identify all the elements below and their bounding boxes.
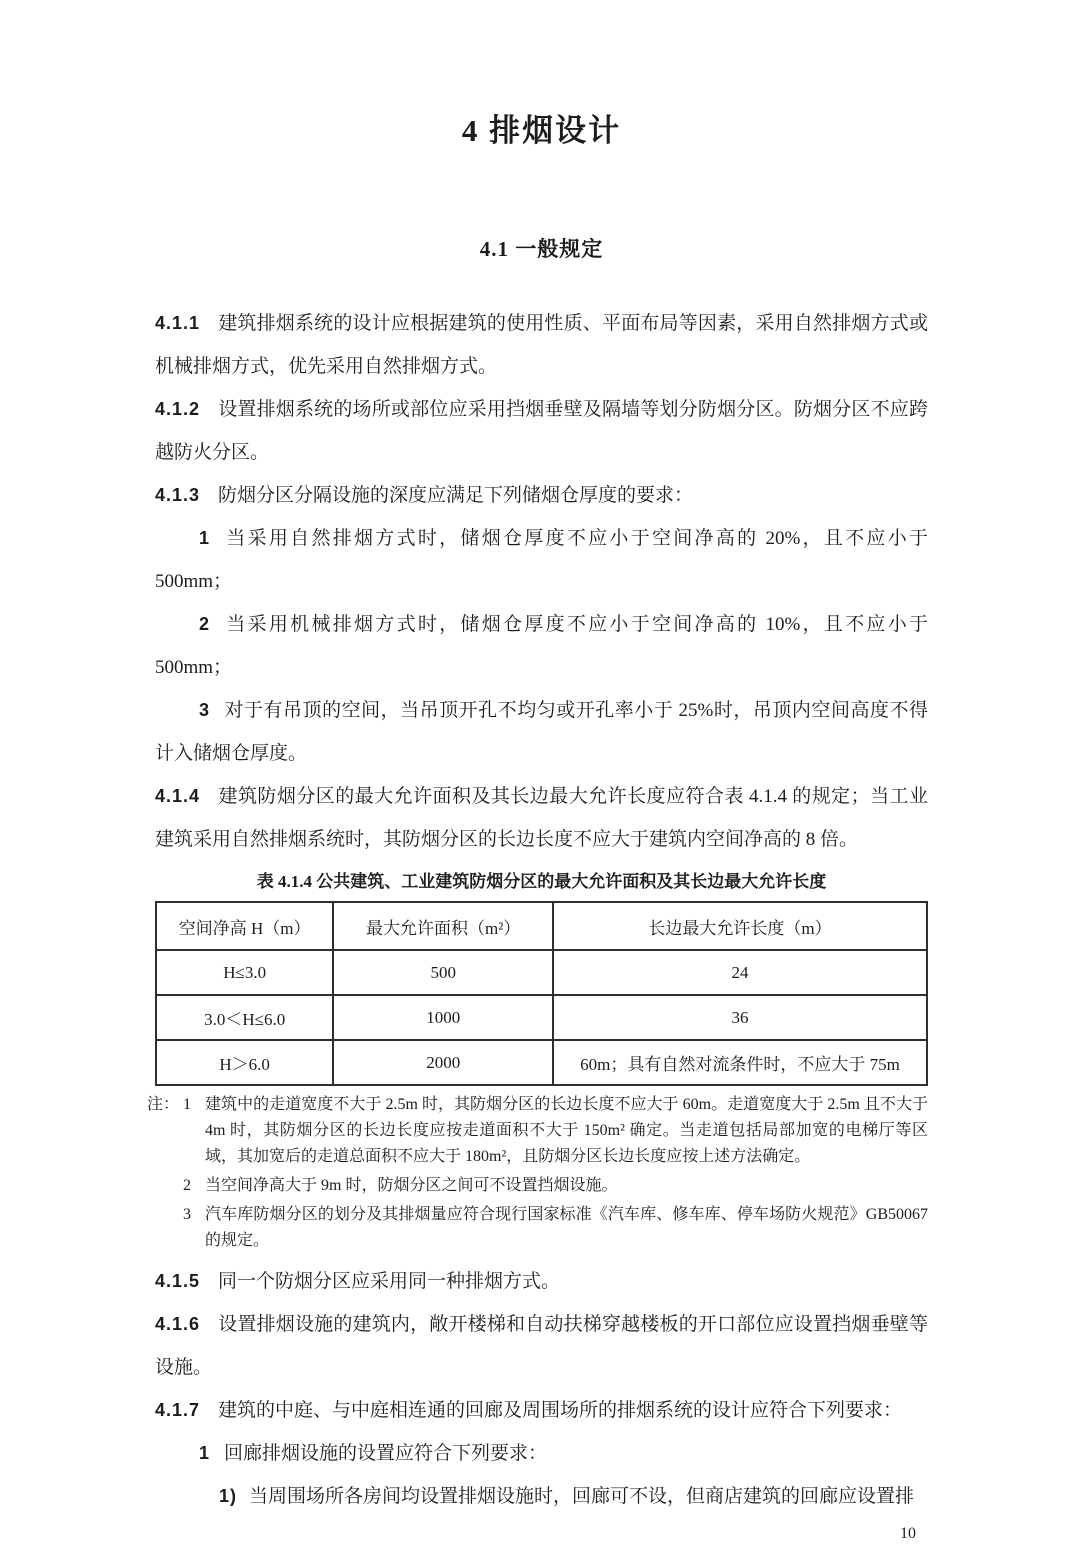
page-number: 10 — [900, 1525, 916, 1542]
section-title: 4.1 一般规定 — [479, 237, 604, 261]
table-cell: 500 — [333, 950, 553, 995]
table-note-2 — [147, 1173, 928, 1199]
clause-4-1-7 — [155, 1389, 928, 1432]
note-text: 当空间净高大于 9m 时，防烟分区之间可不设置挡烟设施。 — [205, 1177, 618, 1194]
item-text: 当采用机械排烟方式时，储烟仓厚度不应小于空间净高的 10%，且不应小于 500mm； — [155, 614, 928, 678]
clause-number: 4.1.7 — [155, 1400, 201, 1420]
table-cell: 3.0＜H≤6.0 — [156, 995, 333, 1040]
clause-4-1-1 — [155, 302, 928, 388]
clause-text: 建筑的中庭、与中庭相连通的回廊及周围场所的排烟系统的设计应符合下列要求： — [218, 1400, 903, 1421]
clause-text: 同一个防烟分区应采用同一种排烟方式。 — [218, 1271, 561, 1292]
note-text: 汽车库防烟分区的划分及其排烟量应符合现行国家标准《汽车库、修车库、停车场防火规范》GB50067 的规定。 — [205, 1206, 928, 1249]
item-text: 当采用自然排烟方式时，储烟仓厚度不应小于空间净高的 20%，且不应小于 500mm； — [155, 528, 928, 592]
item-number: 3 — [199, 700, 211, 720]
table-notes — [147, 1092, 928, 1254]
table-cell: 1000 — [333, 995, 553, 1040]
note-number: 2 — [183, 1177, 191, 1194]
item-text: 对于有吊顶的空间，当吊顶开孔不均匀或开孔率小于 25%时，吊顶内空间高度不得计入储烟仓厚度。 — [155, 700, 928, 764]
item-number: 1 — [199, 528, 211, 548]
clause-number: 4.1.4 — [155, 786, 201, 806]
table-cell: H＞6.0 — [156, 1040, 333, 1085]
clause-text: 设置排烟设施的建筑内，敞开楼梯和自动扶梯穿越楼板的开口部位应设置挡烟垂壁等设施。 — [155, 1314, 928, 1378]
table-cell: 2000 — [333, 1040, 553, 1085]
notes-label: 注： — [147, 1096, 180, 1113]
clause-text: 设置排烟系统的场所或部位应采用挡烟垂壁及隔墙等划分防烟分区。防烟分区不应跨越防火分区。 — [155, 399, 928, 463]
table-cell: 36 — [553, 995, 927, 1040]
table-note-1 — [147, 1092, 928, 1170]
table-caption: 表 4.1.4 公共建筑、工业建筑防烟分区的最大允许面积及其长边最大允许长度 — [256, 872, 827, 891]
table-header-max-length: 长边最大允许长度（m） — [553, 902, 927, 950]
table-header-max-area: 最大允许面积（m²） — [333, 902, 553, 950]
note-number: 3 — [183, 1206, 191, 1223]
clause-number: 4.1.5 — [155, 1271, 201, 1291]
note-text: 建筑中的走道宽度不大于 2.5m 时，其防烟分区的长边长度不应大于 60m。走道宽度大于 2.5m 且不大于 4m 时，其防烟分区的长边长度应按走道面积不大于 150m² 确定。当走道包括局部加宽的电梯厅等区域，其加宽后的走道总面积不应大于 180m²，且防烟分区长边长度应按上述方法确定。 — [205, 1096, 928, 1165]
clause-4-1-3-item-3 — [155, 689, 928, 775]
item-number: 1) — [219, 1486, 238, 1506]
table-note-3 — [147, 1202, 928, 1254]
item-number: 1 — [199, 1443, 211, 1463]
clause-4-1-3 — [155, 474, 928, 517]
clause-text: 建筑排烟系统的设计应根据建筑的使用性质、平面布局等因素，采用自然排烟方式或机械排烟方式，优先采用自然排烟方式。 — [155, 313, 928, 377]
clause-4-1-3-item-1 — [155, 517, 928, 603]
smoke-zone-table — [155, 901, 928, 1086]
table-row — [156, 995, 927, 1040]
clause-number: 4.1.2 — [155, 399, 201, 419]
item-text: 回廊排烟设施的设置应符合下列要求： — [224, 1443, 548, 1464]
clause-4-1-2 — [155, 388, 928, 474]
clause-number: 4.1.6 — [155, 1314, 201, 1334]
table-header-row — [156, 902, 927, 950]
table-row — [156, 950, 927, 995]
table-cell: 24 — [553, 950, 927, 995]
clause-4-1-4 — [155, 775, 928, 861]
clause-text: 建筑防烟分区的最大允许面积及其长边最大允许长度应符合表 4.1.4 的规定；当工业建筑采用自然排烟系统时，其防烟分区的长边长度不应大于建筑内空间净高的 8 倍。 — [155, 786, 928, 850]
table-cell: H≤3.0 — [156, 950, 333, 995]
item-number: 2 — [199, 614, 211, 634]
clause-number: 4.1.1 — [155, 313, 201, 333]
note-number: 1 — [183, 1096, 191, 1113]
table-header-clear-height: 空间净高 H（m） — [156, 902, 333, 950]
item-text: 当周围场所各房间均设置排烟设施时，回廊可不设，但商店建筑的回廊应设置排 — [249, 1486, 915, 1507]
clause-text: 防烟分区分隔设施的深度应满足下列储烟仓厚度的要求： — [218, 485, 694, 506]
table-row — [156, 1040, 927, 1085]
clause-4-1-6 — [155, 1303, 928, 1389]
clause-4-1-7-item-1-1 — [155, 1475, 928, 1518]
clause-4-1-5 — [155, 1260, 928, 1303]
table-cell: 60m；具有自然对流条件时，不应大于 75m — [553, 1040, 927, 1085]
chapter-title: 4 排烟设计 — [461, 113, 622, 148]
clause-number: 4.1.3 — [155, 485, 201, 505]
clause-4-1-3-item-2 — [155, 603, 928, 689]
clause-4-1-7-item-1 — [155, 1432, 928, 1475]
